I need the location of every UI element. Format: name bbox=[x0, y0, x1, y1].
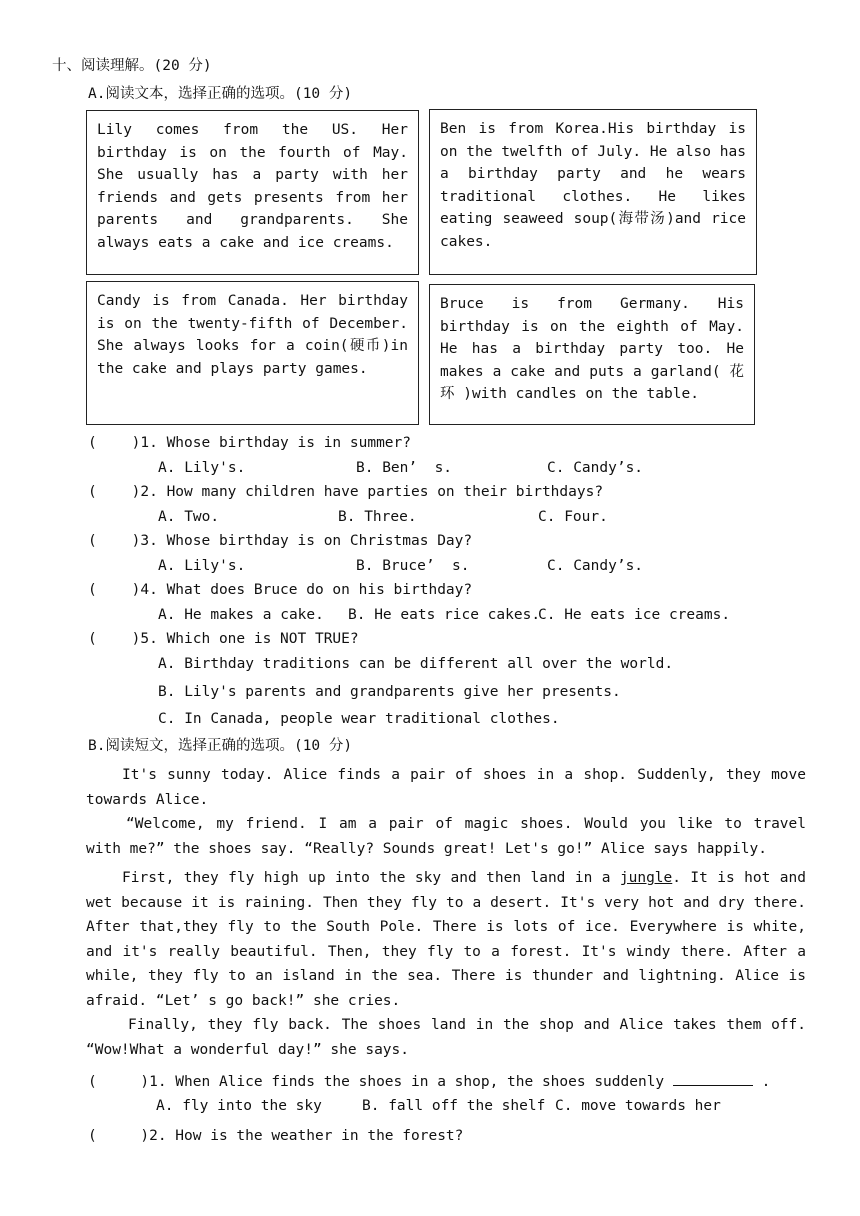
story-paragraph-3-start: First, they fly high up into the sky and then land in a bbox=[122, 870, 620, 886]
question-a3-stem: ( )3. Whose birthday is on Christmas Day? bbox=[88, 533, 473, 549]
question-a5-stem: ( )5. Which one is NOT TRUE? bbox=[88, 631, 359, 647]
question-a3-option-c: C. Candy’s. bbox=[547, 558, 644, 574]
question-a5-option-b: B. Lily's parents and grandparents give her presents. bbox=[158, 684, 621, 700]
text-box-bruce: Bruce is from Germany. His birthday is on the eighth of May. He has a birthday party too. He makes a cake and puts a garland( 花 环 )with candles on the table. bbox=[429, 284, 755, 425]
question-a2-option-b: B. Three. bbox=[338, 509, 417, 525]
question-a1-option-a: A. Lily's. bbox=[158, 460, 246, 476]
text-box-candy: Candy is from Canada. Her birthday is on the twenty-fifth of December. She always looks for a coin(硬币)in the cake and plays party games. bbox=[86, 281, 419, 425]
story-paragraph-2: “Welcome, my friend. I am a pair of magic shoes. Would you like to travel with me?” the shoes say. “Really? Sounds great! Let's go!” Alice says happily. bbox=[86, 816, 806, 857]
text-box-lily: Lily comes from the US. Her birthday is on the fourth of May. She usually has a party with her friends and gets presents from her parents and grandparents. She always eats a cake and ice creams. bbox=[86, 110, 419, 275]
question-b1-stem: ( )1. When Alice finds the shoes in a shop, the shoes suddenly bbox=[88, 1074, 665, 1090]
question-b1-period: . bbox=[752, 1074, 771, 1090]
story-paragraph-4: Finally, they fly back. The shoes land in the shop and Alice takes them off. “Wow!What a wonderful day!” she says. bbox=[86, 1017, 806, 1058]
question-a1-option-c: C. Candy’s. bbox=[547, 460, 644, 476]
question-a4-option-c: C. He eats ice creams. bbox=[538, 607, 731, 623]
question-a2-stem: ( )2. How many children have parties on their birthdays? bbox=[88, 484, 604, 500]
question-a1-stem: ( )1. Whose birthday is in summer? bbox=[88, 435, 412, 451]
part-b-heading: B.阅读短文，选择正确的选项。(10 分) bbox=[88, 738, 353, 754]
question-b1-option-b: B. fall off the shelf bbox=[362, 1098, 546, 1114]
question-a2-option-c: C. Four. bbox=[538, 509, 608, 525]
text-box-ben: Ben is from Korea.His birthday is on the twelfth of July. He also has a birthday party and he wears traditional clothes. He likes eating seaweed soup(海带汤)and rice cakes. bbox=[429, 109, 757, 275]
question-a2-option-a: A. Two. bbox=[158, 509, 220, 525]
question-b2-stem: ( )2. How is the weather in the forest? bbox=[88, 1128, 464, 1144]
part-a-heading: A.阅读文本，选择正确的选项。(10 分) bbox=[88, 86, 353, 102]
story-paragraph-3 bbox=[86, 866, 806, 1013]
question-a4-option-a: A. He makes a cake. bbox=[158, 607, 324, 623]
question-a3-option-b: B. Bruce’ s. bbox=[356, 558, 470, 574]
question-b1-option-c: C. move towards her bbox=[555, 1098, 721, 1114]
question-a4-option-b: B. He eats rice cakes. bbox=[348, 607, 541, 623]
question-b1-option-a: A. fly into the sky bbox=[156, 1098, 322, 1114]
question-a5-option-a: A. Birthday traditions can be different all over the world. bbox=[158, 656, 674, 672]
question-a3-option-a: A. Lily's. bbox=[158, 558, 246, 574]
story-paragraph-1: It's sunny today. Alice finds a pair of shoes in a shop. Suddenly, they move towards Alice. bbox=[86, 767, 806, 808]
section-title: 十、阅读理解。(20 分) bbox=[52, 58, 212, 74]
question-a4-stem: ( )4. What does Bruce do on his birthday? bbox=[88, 582, 473, 598]
answer-blank bbox=[673, 1071, 753, 1086]
question-a5-option-c: C. In Canada, people wear traditional clothes. bbox=[158, 711, 560, 727]
question-b1-line bbox=[88, 1071, 770, 1092]
question-a1-option-b: B. Ben’ s. bbox=[356, 460, 453, 476]
story-paragraph-3-rest: . It is hot and wet because it is raining. Then they fly to a desert. It's very hot and dry there. After that,they fly to the South Pole. There is lots of ice. Everywhere is white, and it's really beautiful. Then, they fly to a forest. It's windy there. After a while, they fly to an island in the sea. There is thunder and lightning. Alice is afraid. “Let’ s go back!” she cries. bbox=[86, 870, 806, 1009]
underlined-word-jungle: jungle bbox=[619, 870, 673, 886]
